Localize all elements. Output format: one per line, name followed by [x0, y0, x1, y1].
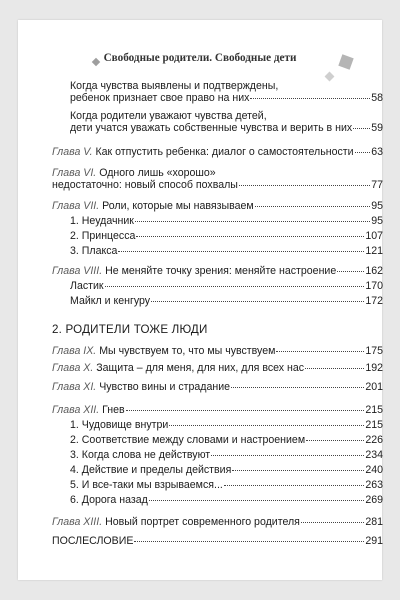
toc-chapter-entry: [52, 404, 383, 416]
subentry-title: 6. Дорога назад: [70, 494, 148, 506]
dot-leader: [169, 425, 364, 426]
toc-subentry: [70, 215, 383, 227]
page-number: 59: [371, 122, 383, 134]
chapter-label: Глава VIII.: [52, 265, 103, 277]
toc-subentry: [70, 280, 383, 292]
toc-subentry: [70, 230, 383, 242]
toc-entry-line: Когда чувства выявлены и подтверждены,: [70, 80, 279, 92]
dot-leader: [149, 500, 365, 501]
chapter-label: Глава XIII.: [52, 516, 103, 528]
page-number: 162: [365, 265, 383, 277]
page-number: 107: [365, 230, 383, 242]
dot-leader: [355, 152, 371, 153]
toc-entry-line: Когда родители уважают чувства детей,: [70, 110, 267, 122]
page-number: 215: [365, 419, 383, 431]
page-number: 201: [365, 381, 383, 393]
chapter-title: Не меняйте точку зрения: меняйте настроение: [105, 265, 337, 277]
toc-subentry: [70, 479, 383, 491]
toc-entry: [52, 535, 383, 547]
dot-leader: [231, 387, 364, 388]
subentry-title: 1. Неудачник: [70, 215, 134, 227]
page-number: 240: [365, 464, 383, 476]
toc-chapter-entry: [52, 200, 383, 212]
toc-entry-line: дети учатся уважать собственные чувства и верить в них: [70, 122, 353, 134]
page-number: 226: [365, 434, 383, 446]
chapter-label: Глава X.: [52, 362, 94, 374]
dot-leader: [224, 485, 364, 486]
dot-leader: [105, 286, 365, 287]
chapter-label: Глава VI.: [52, 167, 97, 179]
toc-subentry: [70, 419, 383, 431]
dot-leader: [118, 251, 364, 252]
page-number: 58: [371, 92, 383, 104]
subentry-title: Ластик: [70, 280, 104, 292]
toc-subentry: [70, 449, 383, 461]
subentry-title: Майкл и кенгуру: [70, 295, 151, 307]
chapter-title: недостаточно: новый способ похвалы: [52, 179, 238, 191]
toc-subentry: [70, 494, 383, 506]
dot-leader: [211, 455, 364, 456]
chapter-label: Глава XII.: [52, 404, 100, 416]
dot-leader: [306, 440, 364, 441]
subentry-title: 3. Плакса: [70, 245, 118, 257]
page-number: 172: [365, 295, 383, 307]
chapter-title: Новый портрет современного родителя: [105, 516, 300, 528]
chapter-label: Глава V.: [52, 146, 93, 158]
subentry-title: 5. И все-таки мы взрываемся...: [70, 479, 223, 491]
chapter-title: Защита – для меня, для них, для всех нас: [96, 362, 305, 374]
dot-leader: [255, 206, 371, 207]
page-number: 77: [371, 179, 383, 191]
page-number: 291: [365, 535, 383, 547]
afterword-title: ПОСЛЕСЛОВИЕ: [52, 535, 134, 547]
toc-chapter-entry: [52, 167, 383, 191]
page-number: 63: [371, 146, 383, 158]
chapter-label: Глава IX.: [52, 345, 97, 357]
page-number: 121: [365, 245, 383, 257]
page-number: 234: [365, 449, 383, 461]
toc-chapter-entry: [52, 345, 383, 357]
toc-chapter-entry: [52, 146, 383, 158]
subentry-title: 2. Принцесса: [70, 230, 136, 242]
dot-leader: [134, 541, 364, 542]
dot-leader: [232, 470, 364, 471]
toc-chapter-entry: [52, 381, 383, 393]
chapter-label: Глава XI.: [52, 381, 97, 393]
toc-chapter-entry: [52, 516, 383, 528]
dot-leader: [136, 236, 364, 237]
chapter-title: Одного лишь «хорошо»: [99, 167, 216, 179]
dot-leader: [239, 185, 370, 186]
page-number: 95: [371, 200, 383, 212]
dot-leader: [126, 410, 365, 411]
dot-leader: [135, 221, 370, 222]
chapter-title: Роли, которые мы навязываем: [102, 200, 254, 212]
toc-subentry: [70, 245, 383, 257]
page-number: 170: [365, 280, 383, 292]
chapter-title: Мы чувствуем то, что мы чувствуем: [99, 345, 276, 357]
page-number: 281: [365, 516, 383, 528]
page-number: 269: [365, 494, 383, 506]
toc-entry-line: ребенок признает свое право на них: [70, 92, 250, 104]
chapter-title: Как отпустить ребенка: диалог о самостоятельности: [95, 146, 354, 158]
toc-subentry: [70, 464, 383, 476]
toc-chapter-entry: [52, 362, 383, 374]
dot-leader: [305, 368, 364, 369]
page-number: 192: [365, 362, 383, 374]
dot-leader: [276, 351, 364, 352]
subentry-title: 2. Соответствие между словами и настроением: [70, 434, 306, 446]
running-header: Свободные родители. Свободные дети: [103, 52, 297, 64]
toc-subentry: [70, 295, 383, 307]
dot-leader: [337, 271, 364, 272]
dot-leader: [250, 98, 370, 99]
page-number: 263: [365, 479, 383, 491]
chapter-title: Чувство вины и страдание: [99, 381, 231, 393]
dot-leader: [301, 522, 364, 523]
page-number: 95: [371, 215, 383, 227]
toc-chapter-entry: [52, 265, 383, 277]
subentry-title: 3. Когда слова не действуют: [70, 449, 211, 461]
chapter-label: Глава VII.: [52, 200, 100, 212]
dot-leader: [151, 301, 364, 302]
chapter-title: Гнев: [102, 404, 125, 416]
square-ornament-icon: [338, 54, 353, 69]
toc-entry: [70, 110, 383, 134]
subentry-title: 1. Чудовище внутри: [70, 419, 169, 431]
page-number: 175: [365, 345, 383, 357]
dot-leader: [353, 128, 370, 129]
subentry-title: 4. Действие и пределы действия: [70, 464, 232, 476]
toc-entry: [70, 80, 383, 104]
section-heading: 2. РОДИТЕЛИ ТОЖЕ ЛЮДИ: [52, 323, 208, 336]
toc-subentry: [70, 434, 383, 446]
page-number: 215: [365, 404, 383, 416]
